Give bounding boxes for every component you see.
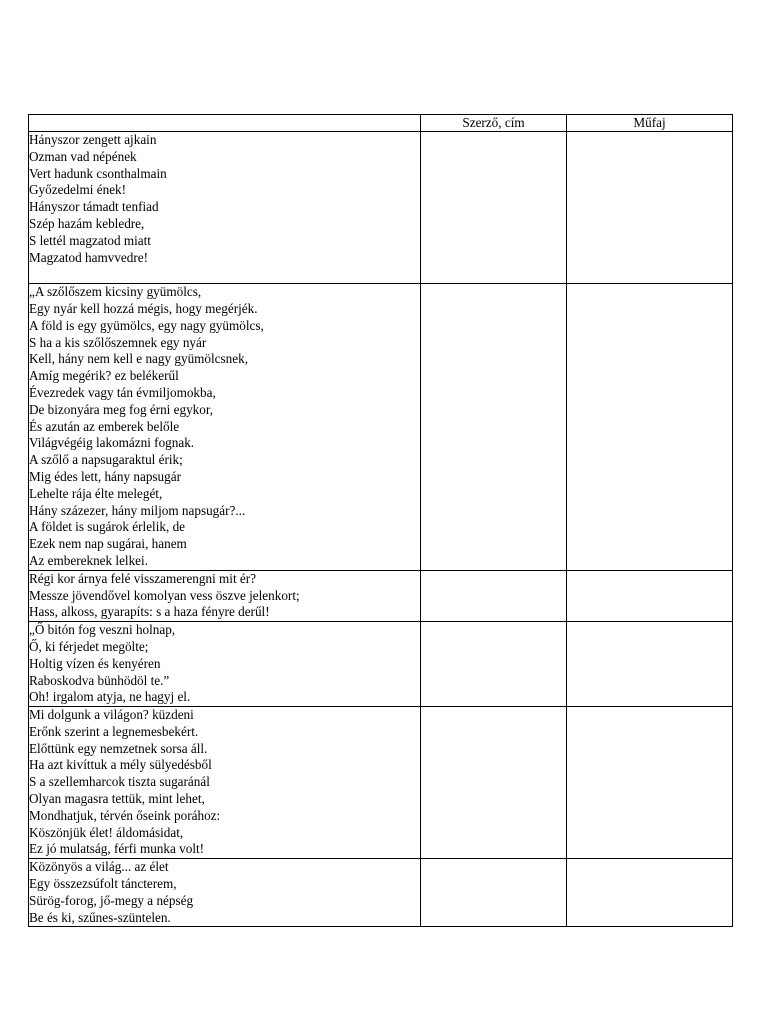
poem-line: De bizonyára meg fog érni egykor, (29, 401, 214, 417)
poem-line: Mi dolgunk a világon? küzdeni (29, 707, 194, 723)
poem-excerpt-cell (29, 859, 421, 927)
table-row (29, 132, 733, 284)
poem-excerpt-cell (29, 132, 421, 284)
poem-line: Ozman vad népének (29, 148, 137, 164)
poem-line: Az embereknek lelkei. (29, 552, 148, 568)
poem-line: Olyan magasra tettük, mint lehet, (29, 791, 205, 807)
poem-line: Raboskodva bünhödöl te.” (29, 672, 170, 688)
poem-line: Messze jövendővel komolyan vess öszve jelenkort; (29, 587, 300, 603)
poem-excerpt-cell (29, 570, 421, 621)
table-row (29, 622, 733, 707)
poem-line: Szép hazám kebledre, (29, 215, 145, 231)
poem-line (29, 266, 420, 283)
table-row (29, 707, 733, 859)
poem-line: Világvégéig lakomázni fognak. (29, 435, 195, 451)
poem-line: Holtig vízen és kenyéren (29, 655, 161, 671)
table-row (29, 284, 733, 571)
poem-line: És azután az emberek belőle (29, 418, 180, 434)
poem-line: Mig édes lett, hány napsugár (29, 468, 181, 484)
poem-line: A szőlő a napsugaraktul érik; (29, 452, 183, 468)
poem-line: „Ő bitón fog veszni holnap, (29, 622, 176, 638)
poem-line: Ha azt kivíttuk a mély sülyedésből (29, 757, 212, 773)
genre-cell[interactable] (567, 707, 733, 859)
poem-line: Magzatod hamvvedre! (29, 249, 149, 265)
poem-line: Hányszor támadt tenfiad (29, 199, 159, 215)
poem-excerpt-cell (29, 284, 421, 571)
poem-line: S lettél magzatod miatt (29, 232, 151, 248)
genre-cell[interactable] (567, 284, 733, 571)
author-title-cell[interactable] (421, 707, 567, 859)
poem-line: Hányszor zengett ajkain (29, 132, 157, 147)
poem-line: Ő, ki férjedet megölte; (29, 638, 149, 654)
poem-line: Sürög-forog, jő-megy a népség (29, 892, 194, 908)
poem-line: „A szőlőszem kicsiny gyümölcs, (29, 284, 202, 300)
poem-line: S a szellemharcok tiszta sugaránál (29, 774, 210, 790)
poem-line: Egy nyár kell hozzá mégis, hogy megérjék. (29, 300, 258, 316)
poem-line: Köszönjük élet! áldomásidat, (29, 824, 184, 840)
poem-line: Lehelte rája élte melegét, (29, 485, 163, 501)
author-title-cell[interactable] (421, 570, 567, 621)
poem-rows (29, 132, 733, 927)
poem-line: Vert hadunk csonthalmain (29, 165, 167, 181)
genre-cell[interactable] (567, 132, 733, 284)
poem-line: Előttünk egy nemzetnek sorsa áll. (29, 740, 208, 756)
author-title-cell[interactable] (421, 859, 567, 927)
author-title-cell[interactable] (421, 132, 567, 284)
poem-line: Amíg megérik? ez belékerűl (29, 368, 179, 384)
poem-line: Ezek nem nap sugárai, hanem (29, 536, 187, 552)
table-row (29, 570, 733, 621)
poem-excerpt-cell (29, 707, 421, 859)
poem-line: Mondhatjuk, térvén őseink porához: (29, 807, 221, 823)
poem-line: Régi kor árnya felé visszamerengni mit ér? (29, 570, 257, 586)
poem-excerpt-cell (29, 622, 421, 707)
header-author-title: Szerző, cím (421, 115, 567, 132)
poem-line: Évezredek vagy tán évmiljomokba, (29, 384, 216, 400)
poem-line: Hány százezer, hány miljom napsugár?... (29, 502, 246, 518)
header-genre: Műfaj (567, 115, 733, 132)
header-row (29, 115, 733, 132)
poem-line: Oh! irgalom atyja, ne hagyj el. (29, 689, 191, 705)
poem-line: Kell, hány nem kell e nagy gyümölcsnek, (29, 351, 249, 367)
poem-line: Hass, alkoss, gyarapíts: s a haza fényre derűl! (29, 604, 270, 620)
poem-line: Be és ki, szűnes-szüntelen. (29, 909, 171, 925)
genre-cell[interactable] (567, 859, 733, 927)
genre-cell[interactable] (567, 570, 733, 621)
author-title-cell[interactable] (421, 284, 567, 571)
poem-line: Győzedelmi ének! (29, 182, 127, 198)
poem-line: S ha a kis szőlőszemnek egy nyár (29, 334, 207, 350)
poem-line: Egy összezsúfolt táncterem, (29, 876, 177, 892)
author-title-cell[interactable] (421, 622, 567, 707)
poem-line: Közönyös a világ... az élet (29, 859, 169, 875)
header-text (29, 115, 421, 132)
poem-line: Ez jó mulatság, férfi munka volt! (29, 841, 205, 857)
poem-line: Erőnk szerint a legnemesbekért. (29, 723, 199, 739)
poem-line: A föld is egy gyümölcs, egy nagy gyümölcs, (29, 317, 264, 333)
genre-cell[interactable] (567, 622, 733, 707)
table-row (29, 859, 733, 927)
poem-line: A földet is sugárok érlelik, de (29, 519, 186, 535)
poem-identification-table (28, 114, 733, 927)
